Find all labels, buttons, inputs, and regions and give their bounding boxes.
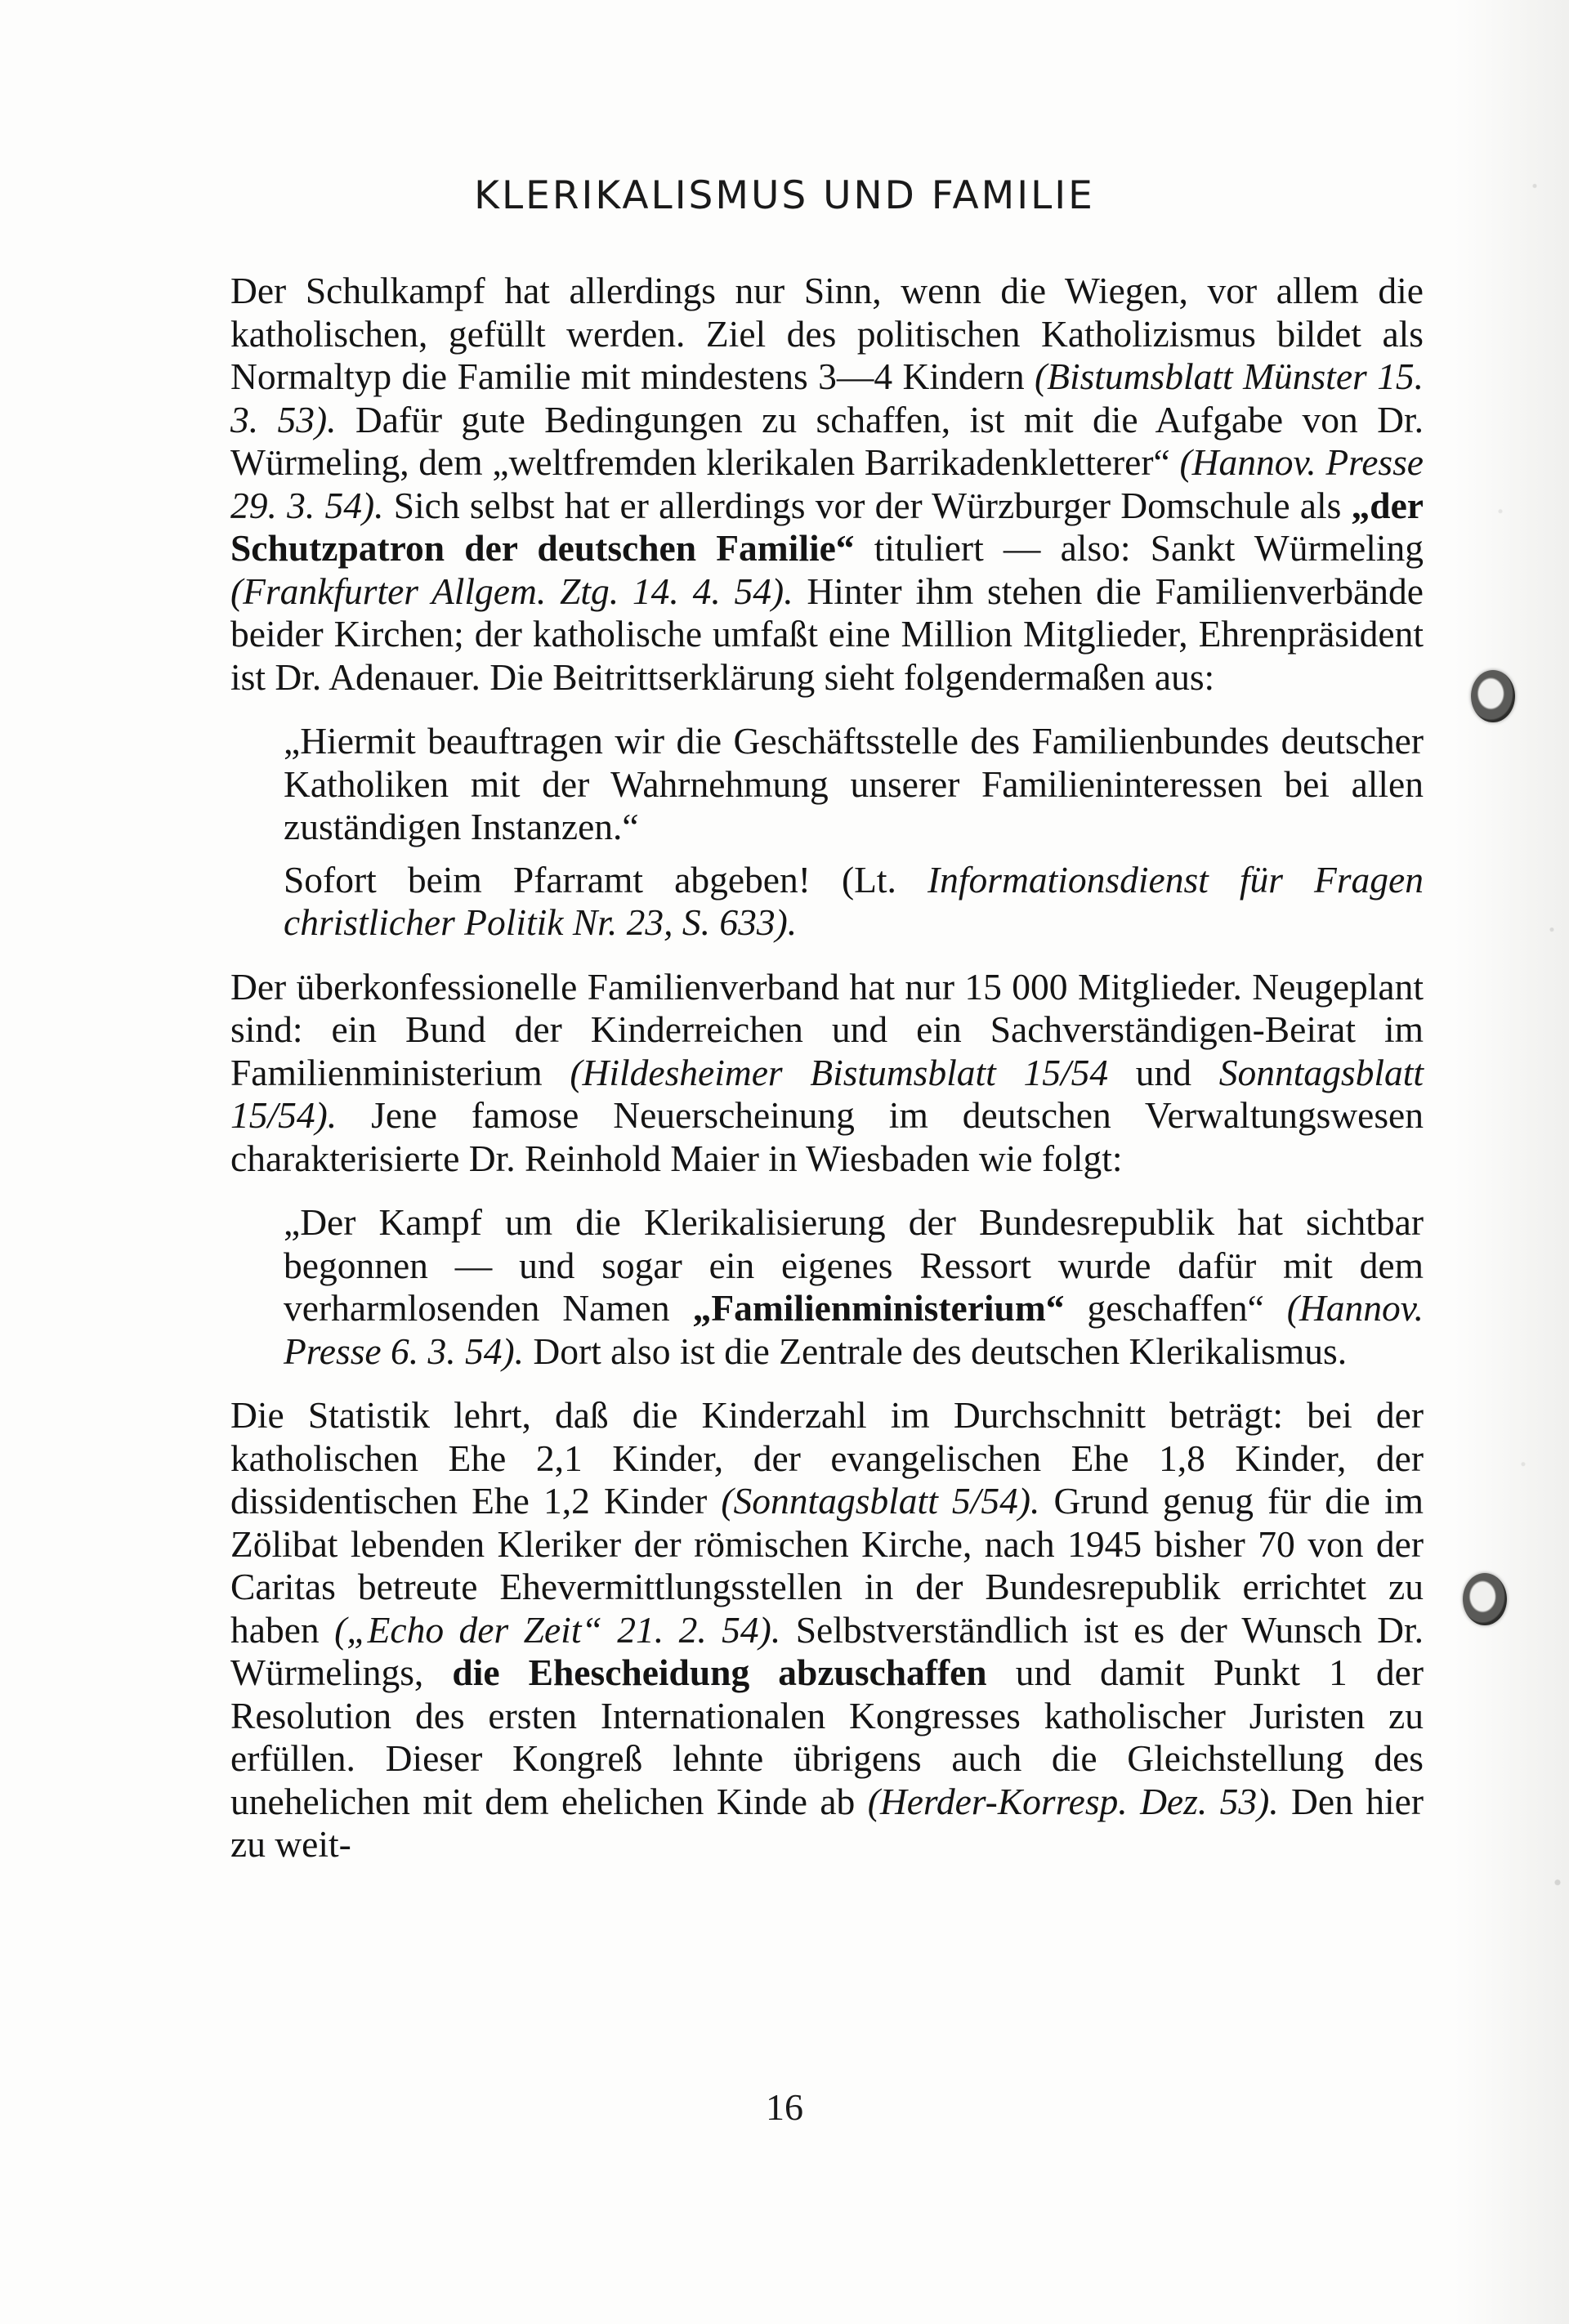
emphasis-text: die Ehescheidung abzuschaffen xyxy=(452,1651,987,1693)
text-run: Sich selbst hat er allerdings vor der Würzburger Domschule als xyxy=(383,484,1352,526)
punch-hole-icon xyxy=(1463,1573,1507,1625)
text-run: Sofort beim Pfarramt abgeben! (Lt. xyxy=(284,858,928,901)
citation-text: Informationsdienst für Fragen christlicher Politik Nr. 23, S. 633). xyxy=(284,858,1424,943)
text-run: Den hier zu weit- xyxy=(230,1780,1424,1865)
citation-text: (Sonntagsblatt 5/54). xyxy=(721,1480,1040,1522)
text-run: Jene famose Neuerscheinung im deutschen Verwaltungswesen charakterisierte Dr. Reinhold Maier in Wiesbaden wie folgt: xyxy=(230,1094,1424,1179)
text-run: Die Statistik lehrt, daß die Kinderzahl im Durchschnitt beträgt: bei der katholischen Ehe 2,1 Kinder, der evangelischen Ehe 1,8 Kinder, der dissidentischen Ehe 1,2 Kinder xyxy=(230,1394,1424,1522)
punch-hole-icon xyxy=(1471,670,1515,722)
text-run: Dort also ist die Zentrale des deutschen Klerikalismus. xyxy=(524,1330,1348,1372)
citation-text: (Bistumsblatt Münster 15. 3. 53). xyxy=(230,355,1424,440)
body-text xyxy=(230,270,1424,1866)
text-run: „Hiermit beauftragen wir die Geschäftsstelle des Familienbundes deutscher Katholiken mit der Wahrnehmung unserer Familieninteressen bei allen zuständigen Instanzen.“ xyxy=(284,720,1424,847)
text-run: tituliert — also: Sankt Würmeling xyxy=(854,527,1424,569)
paragraph xyxy=(230,966,1424,1181)
page-edge-speckle xyxy=(1455,0,1569,2324)
citation-text: (Hannov. Presse 29. 3. 54). xyxy=(230,441,1424,526)
citation-text: Sonntagsblatt 15/54). xyxy=(230,1051,1424,1136)
text-run: Grund genug für die im Zölibat lebenden Kleriker der römischen Kirche, nach 1945 bisher 70 von der Caritas betreute Ehevermittlungsstellen in der Bundesrepublik errichtet zu haben xyxy=(230,1480,1424,1651)
text-run: geschaffen“ xyxy=(1064,1287,1287,1329)
text-run: Der Schulkampf hat allerdings nur Sinn, wenn die Wiegen, vor allem die katholischen, gefüllt werden. Ziel des politischen Katholizismus bildet als Normaltyp die Familie mit mindestens 3—4 Kindern xyxy=(230,270,1424,397)
page-number: 16 xyxy=(766,2086,803,2128)
running-head: KLERIKALISMUS UND FAMILIE xyxy=(474,173,1095,218)
text-run: und xyxy=(1108,1051,1219,1093)
block-quote xyxy=(284,720,1424,849)
text-run: Selbstverständlich ist es der Wunsch Dr. Würmelings, xyxy=(230,1608,1424,1693)
paragraph xyxy=(230,1394,1424,1866)
text-run: „Der Kampf um die Klerikalisierung der Bundesrepublik hat sichtbar begonnen — und sogar ein eigenes Ressort wurde dafür mit dem verharmlosenden Namen xyxy=(284,1201,1424,1329)
citation-text: (Hildesheimer Bistumsblatt 15/54 xyxy=(570,1051,1109,1093)
text-run: Der überkonfessionelle Familienverband hat nur 15 000 Mitglieder. Neugeplant sind: ein Bund der Kinderreichen und ein Sachverständigen-Beirat im Familienministerium xyxy=(230,965,1424,1093)
emphasis-text: „der Schutzpatron der deutschen Familie“ xyxy=(230,484,1424,569)
citation-text: (Frankfurter Allgem. Ztg. 14. 4. 54). xyxy=(230,570,793,612)
text-run: Dafür gute Bedingungen zu schaffen, ist mit die Aufgabe von Dr. Würmeling, dem „weltfremden klerikalen Barrikadenkletterer“ xyxy=(230,398,1424,483)
citation-text: („Echo der Zeit“ 21. 2. 54). xyxy=(334,1608,781,1651)
citation-text: (Hannov. Presse 6. 3. 54). xyxy=(284,1287,1424,1372)
emphasis-text: „Familienministerium“ xyxy=(692,1287,1065,1329)
paragraph xyxy=(230,270,1424,699)
citation-text: (Herder-Korresp. Dez. 53). xyxy=(867,1780,1279,1822)
text-run: Hinter ihm stehen die Familienverbände beider Kirchen; der katholische umfaßt eine Million Mitglieder, Ehrenpräsident ist Dr. Adenauer. Die Beitrittserklärung sieht folgendermaßen aus: xyxy=(230,570,1424,698)
block-quote xyxy=(284,859,1424,945)
block-quote xyxy=(284,1201,1424,1373)
text-run: und damit Punkt 1 der Resolution des ersten Internationalen Kongresses katholischer Juristen zu erfüllen. Dieser Kongreß lehnte übrigens auch die Gleichstellung des unehelichen mit dem ehelichen Kinde ab xyxy=(230,1651,1424,1822)
